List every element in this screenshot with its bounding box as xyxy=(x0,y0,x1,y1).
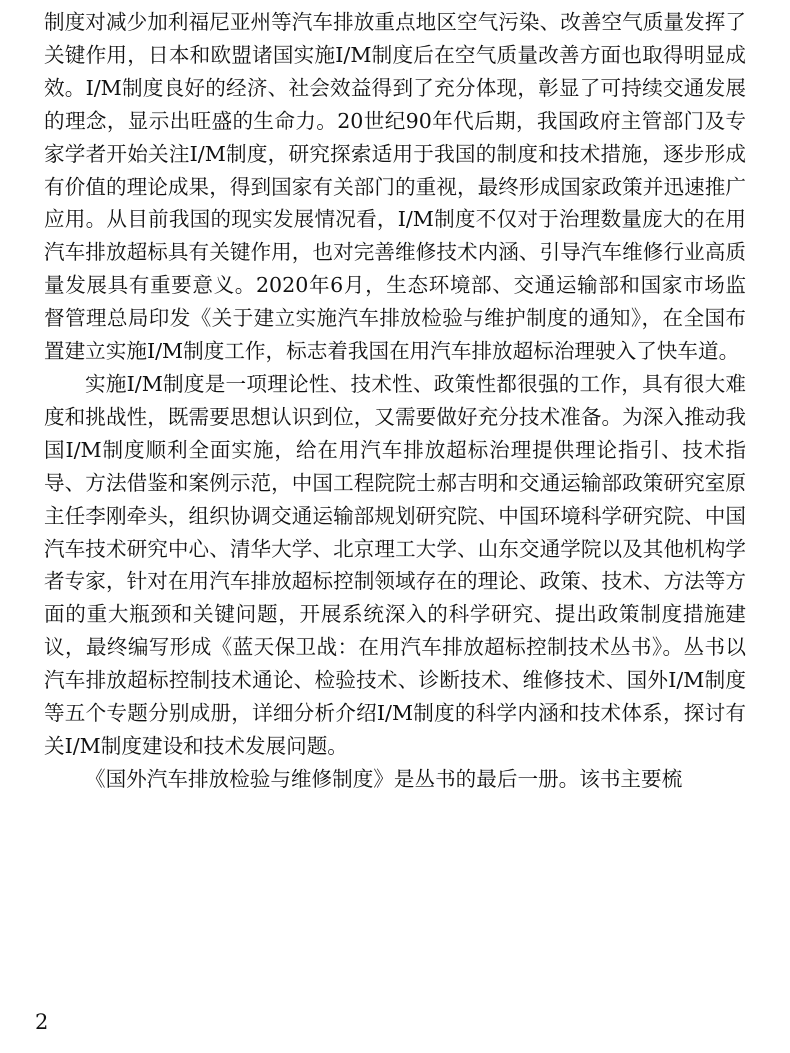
paragraph-2: 实施I/M制度是一项理论性、技术性、政策性都很强的工作，具有很大难度和挑战性，既需要思想认识到位，又需要做好充分技术准备。为深入推动我国I/M制度顺利全面实施，给在用汽车排放超标治理提供理论指引、技术指导、方法借鉴和案例示范，中国工程院院士郝吉明和交通运输部政策研究室原主任李刚牵头，组织协调交通运输部规划研究院、中国环境科学研究院、中国汽车技术研究中心、清华大学、北京理工大学、山东交通学院以及其他机构学者专家，针对在用汽车排放超标控制领域存在的理论、政策、技术、方法等方面的重大瓶颈和关键问题，开展系统深入的科学研究、提出政策制度措施建议，最终编写形成《蓝天保卫战：在用汽车排放超标控制技术丛书》。丛书以汽车排放超标控制技术通论、检验技术、诊断技术、维修技术、国外I/M制度等五个专题分别成册，详细分析介绍I/M制度的科学内涵和技术体系，探讨有关I/M制度建设和技术发展问题。 xyxy=(44,371,746,758)
paragraph-1: 制度对减少加利福尼亚州等汽车排放重点地区空气污染、改善空气质量发挥了关键作用，日本和欧盟诸国实施I/M制度后在空气质量改善方面也取得明显成效。I/M制度良好的经济、社会效益得到了充分体现，彰显了可持续交通发展的理念，显示出旺盛的生命力。20世纪90年代后期，我国政府主管部门及专家学者开始关注I/M制度，研究探索适用于我国的制度和技术措施，逐步形成有价值的理论成果，得到国家有关部门的重视，最终形成国家政策并迅速推广应用。从目前我国的现实发展情况看，I/M制度不仅对于治理数量庞大的在用汽车排放超标具有关键作用，也对完善维修技术内涵、引导汽车维修行业高质量发展具有重要意义。2020年6月，生态环境部、交通运输部和国家市场监督管理总局印发《关于建立实施汽车排放检验与维护制度的通知》，在全国布置建立实施I/M制度工作，标志着我国在用汽车排放超标治理驶入了快车道。 xyxy=(44,10,746,364)
page-number: 2 xyxy=(35,1010,49,1034)
page-body xyxy=(44,6,746,796)
paragraph-3: 《国外汽车排放检验与维修制度》是丛书的最后一册。该书主要梳 xyxy=(85,766,683,791)
